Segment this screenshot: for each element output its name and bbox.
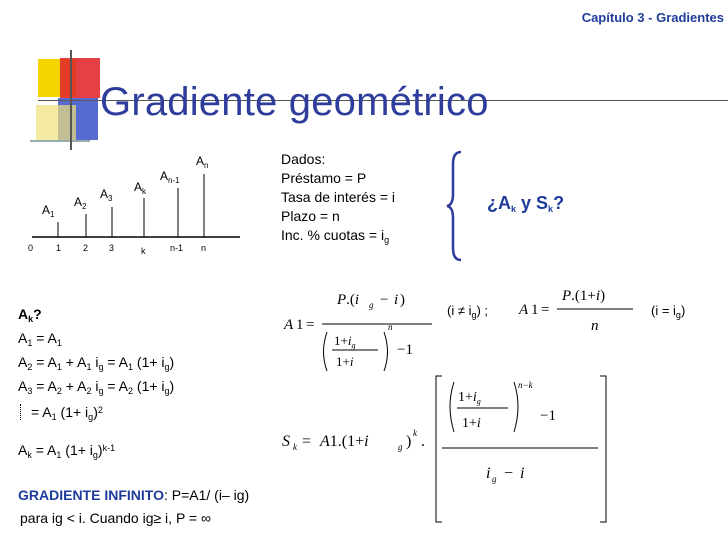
svg-text:n: n [388,322,393,332]
given-data [281,150,395,250]
given-loan: Préstamo = P [281,170,367,186]
infinite-label: GRADIENTE INFINITO [18,487,164,503]
infinite-gradient [18,487,249,503]
payment-label-a1: $A_1$ [42,203,55,219]
infinite-formula: : P=A1/ (i– ig) [163,487,250,503]
svg-text:−1: −1 [540,408,556,424]
svg-text:i: i [486,465,491,482]
payment-label-ak: $A_k$ [134,180,147,196]
svg-text:): ) [400,292,405,308]
svg-text:i: i [520,465,525,482]
svg-text:−1: −1 [397,342,413,358]
cash-flow-diagram [20,150,260,260]
svg-text:P.(1+i): P.(1+i) [562,288,606,304]
svg-text:A: A [284,317,294,333]
formula-a1-case2 [517,282,637,342]
derivation-line-1: $A_1 = A_1$ [18,330,62,348]
tick-0: 0 [28,243,34,253]
tick-3: 3 [109,243,115,253]
svg-text:): ) [406,433,412,450]
svg-text:A1.(1+i: A1.(1+i [320,433,369,450]
svg-text:k: k [293,442,297,452]
svg-text:S: S [282,433,290,450]
svg-text:k: k [413,428,417,438]
payment-label-a2: $A_2$ [74,195,87,211]
svg-text:1+ig: $1+i_g$ [458,390,481,406]
svg-text:−: − [504,465,514,482]
given-rate: Tasa de interés = i [281,189,396,205]
svg-text:g: g [369,300,374,310]
infinite-condition: para ig < i. Cuando ig≥ i, P = ∞ [20,510,211,526]
svg-text:=: = [306,317,315,333]
svg-text:−: − [380,292,389,308]
derivation-line-3: $A_3 = A_2 + A_2$ $i_g = A_2$ $(1+ i_g)$ [18,378,175,396]
tick-n: n [201,243,207,253]
derivation-heading: $A_k$? [18,306,42,324]
svg-text:=: = [302,433,312,450]
question-text: ¿$A_k$ y $S_k$? [487,193,565,214]
given-increase: Inc. % cuotas = $i_g$ [281,227,390,245]
tick-n-1: n-1 [170,243,184,253]
derivation-line-5: $A_k = A_1$ $(1+ i_g)^{k-1}$ [18,442,116,460]
condition-case1: $(i \ne i_g)$ ; [447,303,489,320]
derivation-line-4: = $A_1$ $(1+ i_g)^2$ [18,401,174,427]
svg-text:1: 1 [296,317,304,333]
tick-1: 1 [56,243,62,253]
payment-label-an-1: $A_{n-1}$ [160,169,180,185]
formula-a1-case1 [282,282,442,374]
payment-label-a3: $A_3$ [100,187,113,203]
svg-text:1+i: 1+i [462,416,481,431]
svg-text:=: = [541,302,550,318]
formula-sk [280,368,610,526]
svg-text:A: A [519,302,529,318]
svg-text:1+i: 1+i [336,354,354,369]
svg-text:n: n [591,318,599,334]
payment-label-an: $A_n$ [196,154,209,170]
svg-text:g: g [398,442,403,452]
brace-icon [445,150,465,262]
svg-text:P.(i: P.(i [337,292,360,308]
condition-case2: $(i = i_g)$ [651,303,686,320]
tick-k: k [141,246,146,256]
svg-text:i: i [394,292,399,308]
given-heading: Dados: [281,151,326,167]
svg-text:g: g [492,474,497,484]
page-title: Gradiente geométrico [100,80,489,124]
tick-2: 2 [83,243,89,253]
derivation-line-2: $A_2 = A_1 + A_1$ $i_g = A_1$ $(1+ i_g)$ [18,354,175,372]
ak-derivation [18,305,174,465]
chapter-label: Capítulo 3 - Gradientes [581,10,724,25]
given-term: Plazo = n [281,208,340,224]
svg-text:1+ig: $1+i_g$ [334,333,356,350]
svg-text:n−k: n−k [518,380,533,390]
svg-text:.: . [421,433,425,450]
svg-text:1: 1 [531,302,539,318]
